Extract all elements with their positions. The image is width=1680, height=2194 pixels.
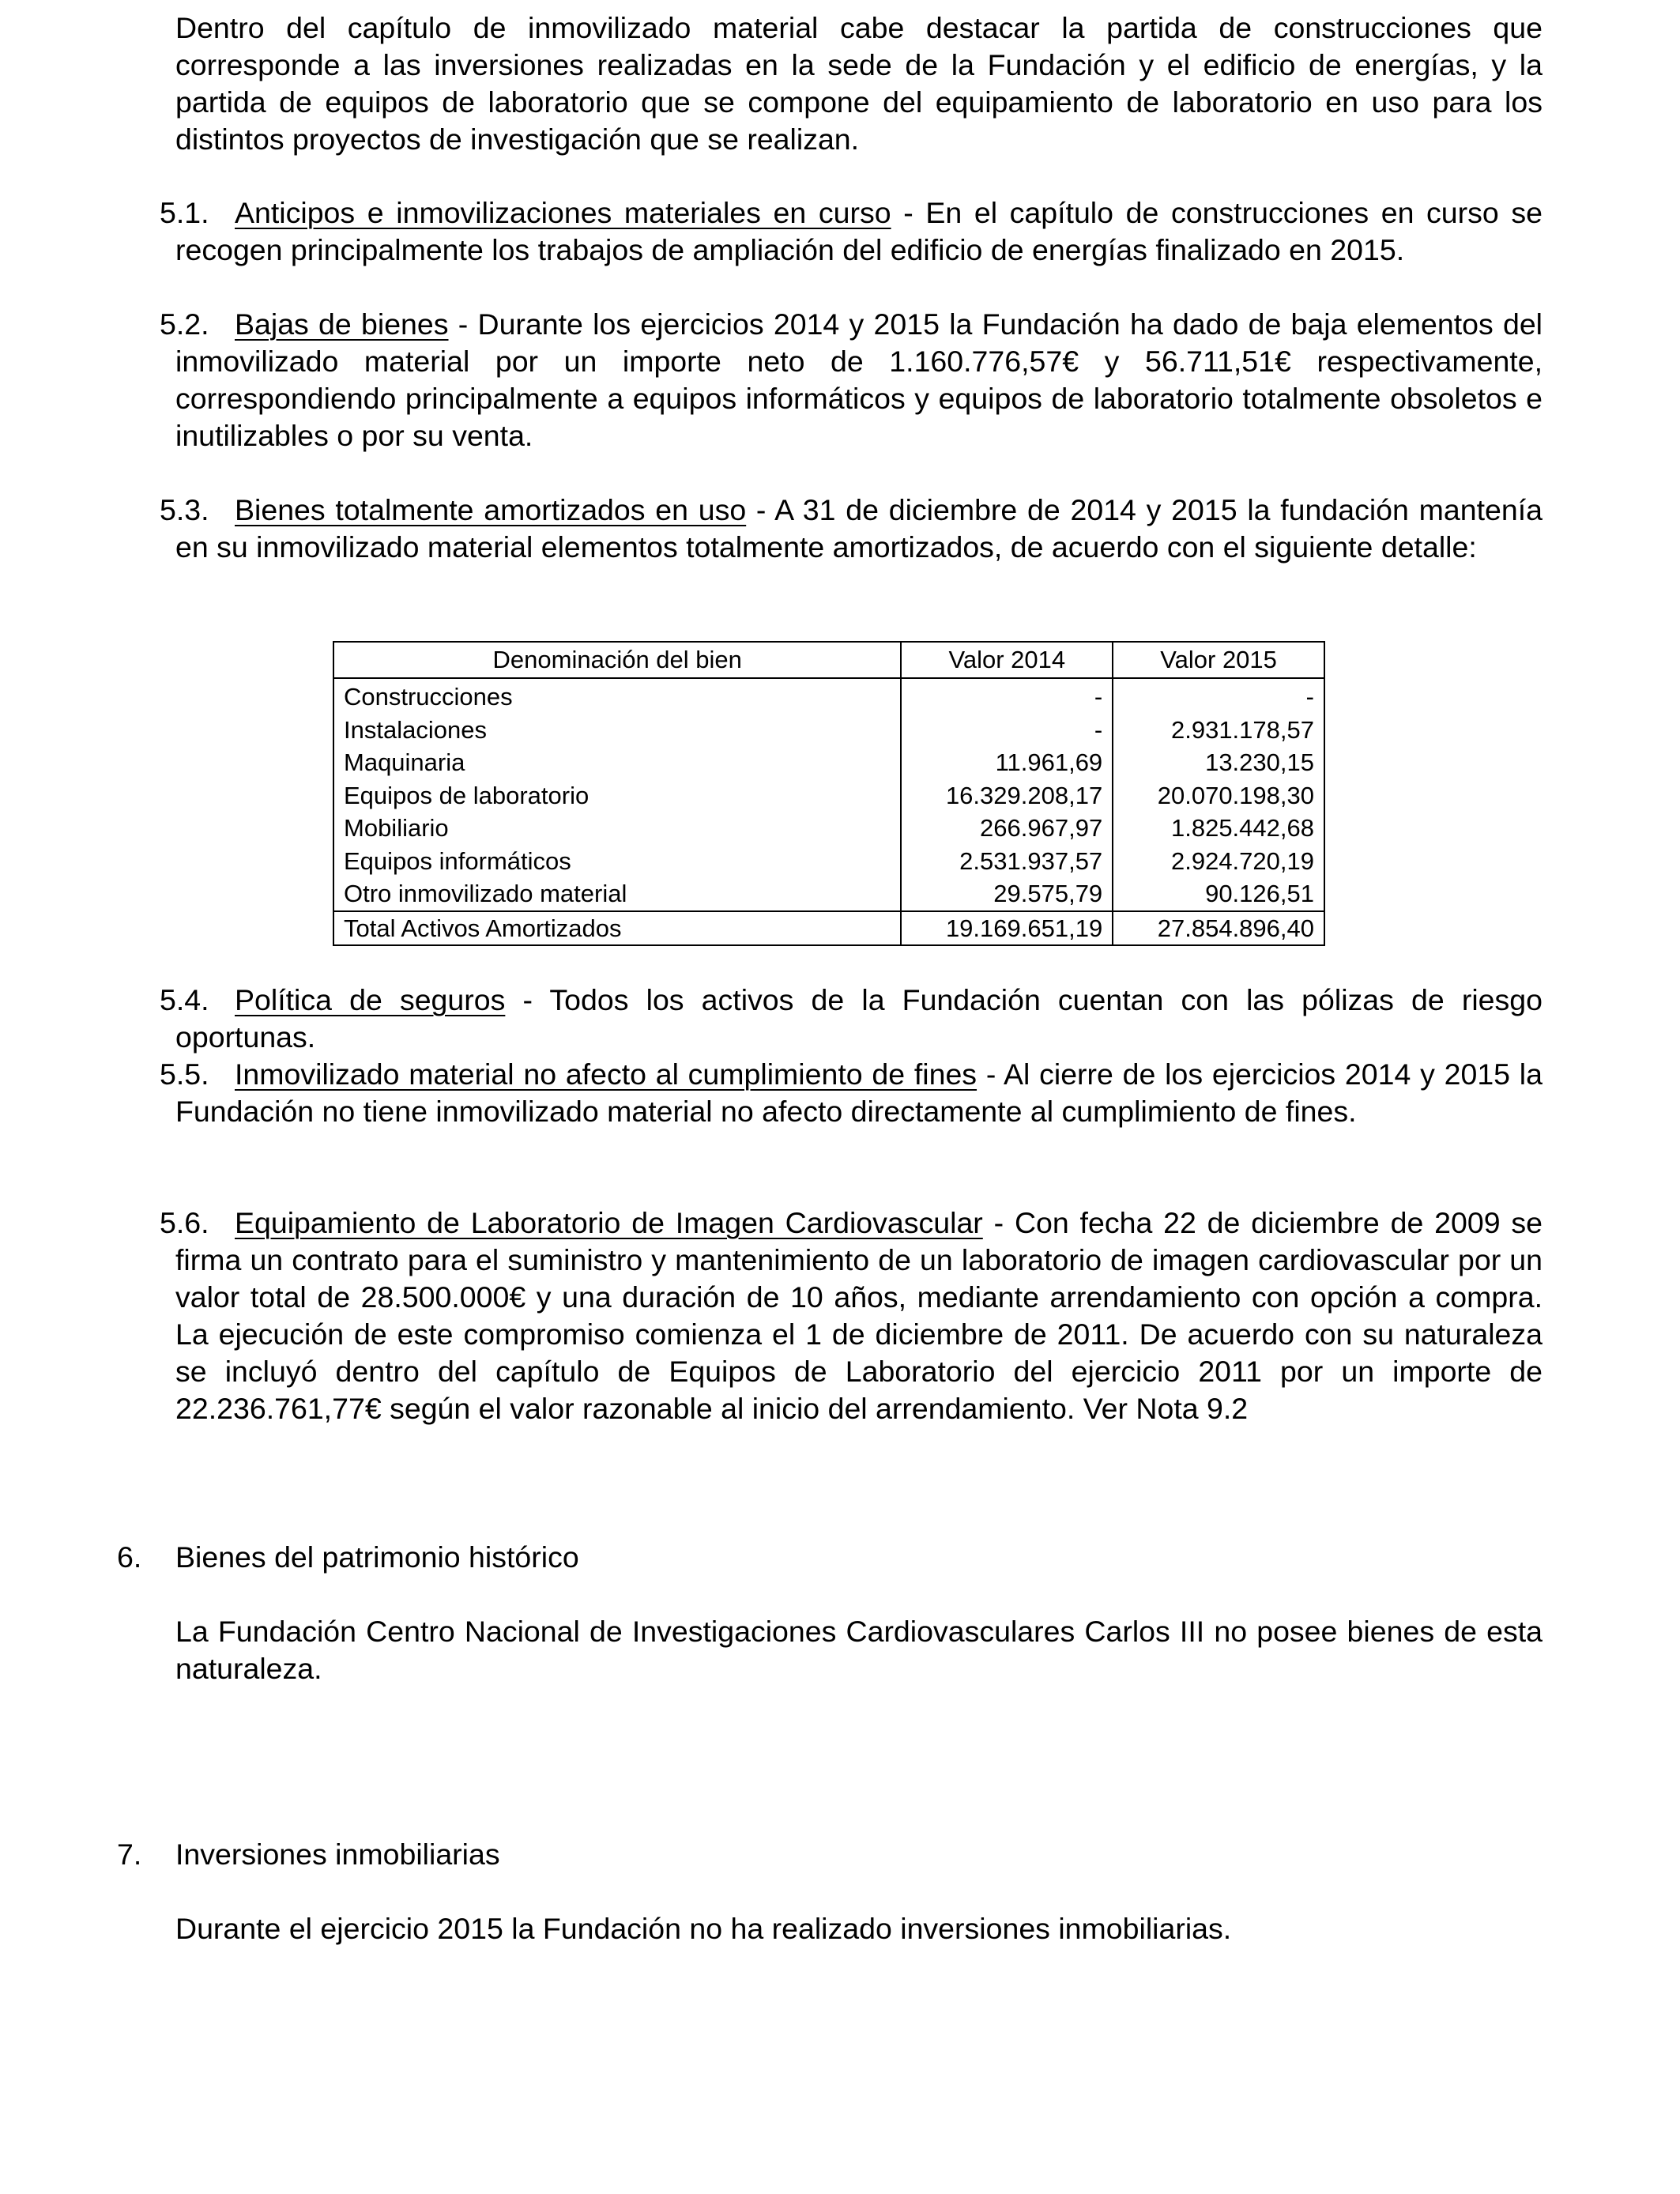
item-5-4-paragraph bbox=[175, 982, 1543, 1056]
cell-value-2014: 11.961,69 bbox=[901, 746, 1113, 779]
total-label: Total Activos Amortizados bbox=[333, 911, 901, 946]
item-5-4-title: Política de seguros bbox=[235, 983, 506, 1016]
cell-name: Equipos de laboratorio bbox=[333, 779, 901, 812]
header-valor-2014: Valor 2014 bbox=[901, 642, 1113, 678]
table-row bbox=[333, 845, 1324, 878]
cell-name: Mobiliario bbox=[333, 812, 901, 845]
item-5-5-text: - Al cierre de los ejercicios 2014 y 2015 la Fundación no tiene inmovilizado material no afecto directamente al cumplimiento de fines. bbox=[175, 1057, 1543, 1128]
cell-value-2014: 29.575,79 bbox=[901, 877, 1113, 911]
cell-value-2014: 266.967,97 bbox=[901, 812, 1113, 845]
cell-value-2014: - bbox=[901, 678, 1113, 714]
section-6-title: Bienes del patrimonio histórico bbox=[175, 1540, 579, 1574]
item-5-6-text: - Con fecha 22 de diciembre de 2009 se firma un contrato para el suministro y mantenimiento de un laboratorio de imagen cardiovascular por un valor total de 28.500.000€ y una duración de 10 años, mediante arrendamiento con opción a compra. La ejecución de este compromiso comienza el 1 de diciembre de 2011. De acuerdo con su naturaleza se incluyó dentro del capítulo de Equipos de Laboratorio del ejercicio 2011 por un importe de 22.236.761,77€ según el valor razonable al inicio del arrendamiento. Ver Nota 9.2 bbox=[175, 1206, 1543, 1425]
table-row bbox=[333, 746, 1324, 779]
total-value-2015: 27.854.896,40 bbox=[1113, 911, 1324, 946]
section-7-title: Inversiones inmobiliarias bbox=[175, 1838, 500, 1871]
item-5-2-text: - Durante los ejercicios 2014 y 2015 la Fundación ha dado de baja elementos del inmovilizado material por un importe neto de 1.160.776,57€ y 56.711,51€ respectivamente, correspondiendo principalmente a equipos informáticos y equipos de laboratorio totalmente obsoletos e inutilizables o por su venta. bbox=[175, 307, 1543, 452]
item-number-5-3: 5.3. bbox=[160, 493, 209, 526]
cell-value-2015: 1.825.442,68 bbox=[1113, 812, 1324, 845]
cell-name: Maquinaria bbox=[333, 746, 901, 779]
amortized-assets-table bbox=[333, 641, 1325, 946]
cell-name: Construcciones bbox=[333, 678, 901, 714]
cell-value-2015: 20.070.198,30 bbox=[1113, 779, 1324, 812]
item-5-1-text: - En el capítulo de construcciones en curso se recogen principalmente los trabajos de ampliación del edificio de energías finalizado en 2015. bbox=[175, 196, 1543, 266]
item-5-3-paragraph bbox=[175, 492, 1543, 566]
item-5-1-paragraph bbox=[175, 194, 1543, 269]
table-row bbox=[333, 812, 1324, 845]
intro-paragraph: Dentro del capítulo de inmovilizado material cabe destacar la partida de construcciones que corresponde a las inversiones realizadas en la sede de la Fundación y el edificio de energías, y la partida de equipos de laboratorio que se compone del equipamiento de laboratorio en uso para los distintos proyectos de investigación que se realizan. bbox=[175, 11, 1543, 156]
item-5-5-paragraph bbox=[175, 1056, 1543, 1130]
item-number-5-2: 5.2. bbox=[160, 307, 209, 341]
table-header-row bbox=[333, 642, 1324, 678]
cell-value-2015: 2.924.720,19 bbox=[1113, 845, 1324, 878]
cell-value-2014: 2.531.937,57 bbox=[901, 845, 1113, 878]
item-5-5-title: Inmovilizado material no afecto al cumplimiento de fines bbox=[235, 1057, 977, 1091]
table-row bbox=[333, 779, 1324, 812]
item-5-4-text: - Todos los activos de la Fundación cuentan con las pólizas de riesgo oportunas. bbox=[175, 983, 1543, 1054]
item-number-5-6: 5.6. bbox=[160, 1206, 209, 1239]
item-number-5-5: 5.5. bbox=[160, 1057, 209, 1091]
cell-name: Equipos informáticos bbox=[333, 845, 901, 878]
total-value-2014: 19.169.651,19 bbox=[901, 911, 1113, 946]
item-5-1-title: Anticipos e inmovilizaciones materiales en curso bbox=[235, 196, 891, 229]
cell-value-2015: 13.230,15 bbox=[1113, 746, 1324, 779]
item-number-5-1: 5.1. bbox=[160, 196, 209, 229]
table-row bbox=[333, 714, 1324, 747]
cell-name: Instalaciones bbox=[333, 714, 901, 747]
header-denominacion: Denominación del bien bbox=[333, 642, 901, 678]
item-5-6-title: Equipamiento de Laboratorio de Imagen Cardiovascular bbox=[235, 1206, 983, 1239]
item-5-6-paragraph bbox=[175, 1204, 1543, 1427]
cell-value-2014: 16.329.208,17 bbox=[901, 779, 1113, 812]
table-row bbox=[333, 678, 1324, 714]
header-valor-2015: Valor 2015 bbox=[1113, 642, 1324, 678]
item-5-3-text: - A 31 de diciembre de 2014 y 2015 la fundación mantenía en su inmovilizado material elementos totalmente amortizados, de acuerdo con el siguiente detalle: bbox=[175, 493, 1543, 564]
cell-value-2015: 2.931.178,57 bbox=[1113, 714, 1324, 747]
cell-value-2015: 90.126,51 bbox=[1113, 877, 1324, 911]
section-6-number: 6. bbox=[117, 1540, 142, 1574]
item-5-2-title: Bajas de bienes bbox=[235, 307, 449, 341]
table-total-row bbox=[333, 911, 1324, 946]
section-7-number: 7. bbox=[117, 1838, 142, 1871]
table-row bbox=[333, 877, 1324, 911]
item-5-3-title: Bienes totalmente amortizados en uso bbox=[235, 493, 747, 526]
cell-value-2014: - bbox=[901, 714, 1113, 747]
cell-name: Otro inmovilizado material bbox=[333, 877, 901, 911]
cell-value-2015: - bbox=[1113, 678, 1324, 714]
item-number-5-4: 5.4. bbox=[160, 983, 209, 1016]
item-5-2-paragraph bbox=[175, 306, 1543, 454]
section-6-paragraph: La Fundación Centro Nacional de Investigaciones Cardiovasculares Carlos III no posee bienes de esta naturaleza. bbox=[175, 1615, 1543, 1685]
section-7-paragraph: Durante el ejercicio 2015 la Fundación no ha realizado inversiones inmobiliarias. bbox=[175, 1912, 1232, 1945]
